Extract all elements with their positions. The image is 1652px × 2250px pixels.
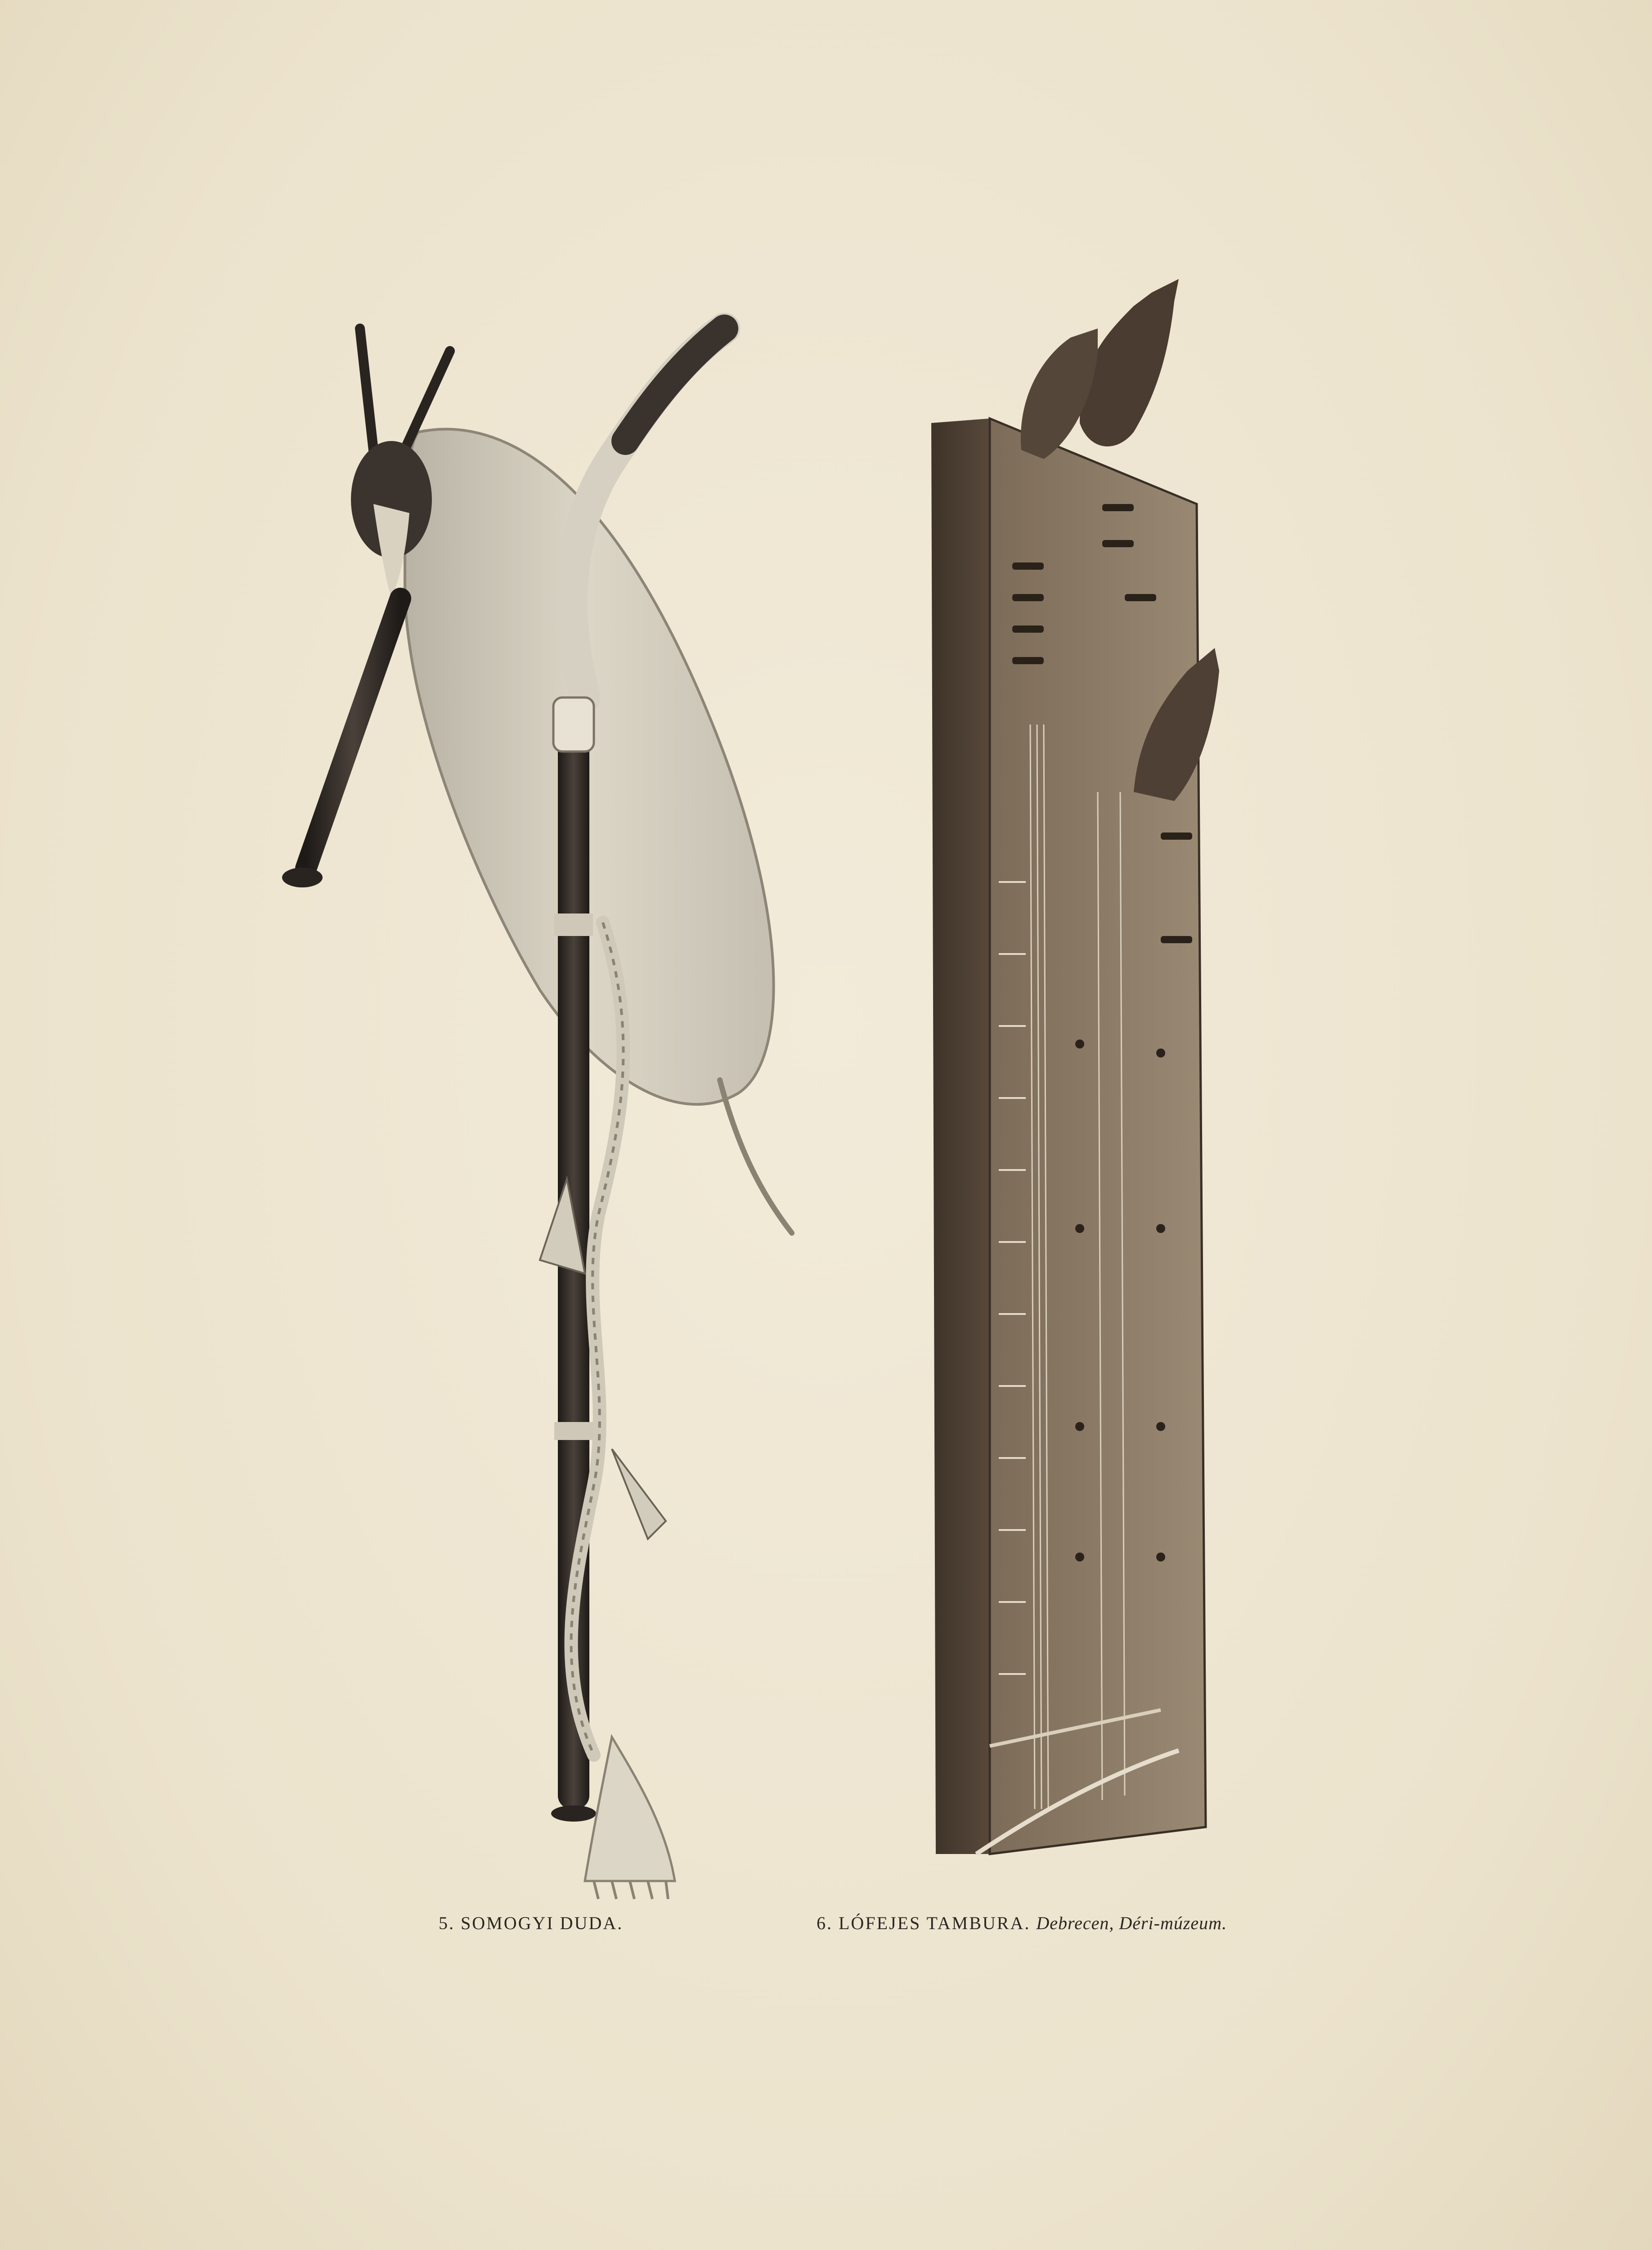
figure-6-caption (817, 1912, 1227, 1934)
figure-6-number: 6. (817, 1913, 833, 1933)
figure-6-title: LÓFEJES TAMBURA. (839, 1913, 1031, 1933)
figure-5-caption (439, 1912, 623, 1934)
figure-5-title: SOMOGYI DUDA. (461, 1913, 624, 1933)
figure-6-place: Debrecen, Déri-múzeum. (1036, 1913, 1227, 1933)
bagpipe-illustration (270, 225, 855, 1912)
figure-5-number: 5. (439, 1913, 455, 1933)
zither-illustration (909, 252, 1291, 1890)
